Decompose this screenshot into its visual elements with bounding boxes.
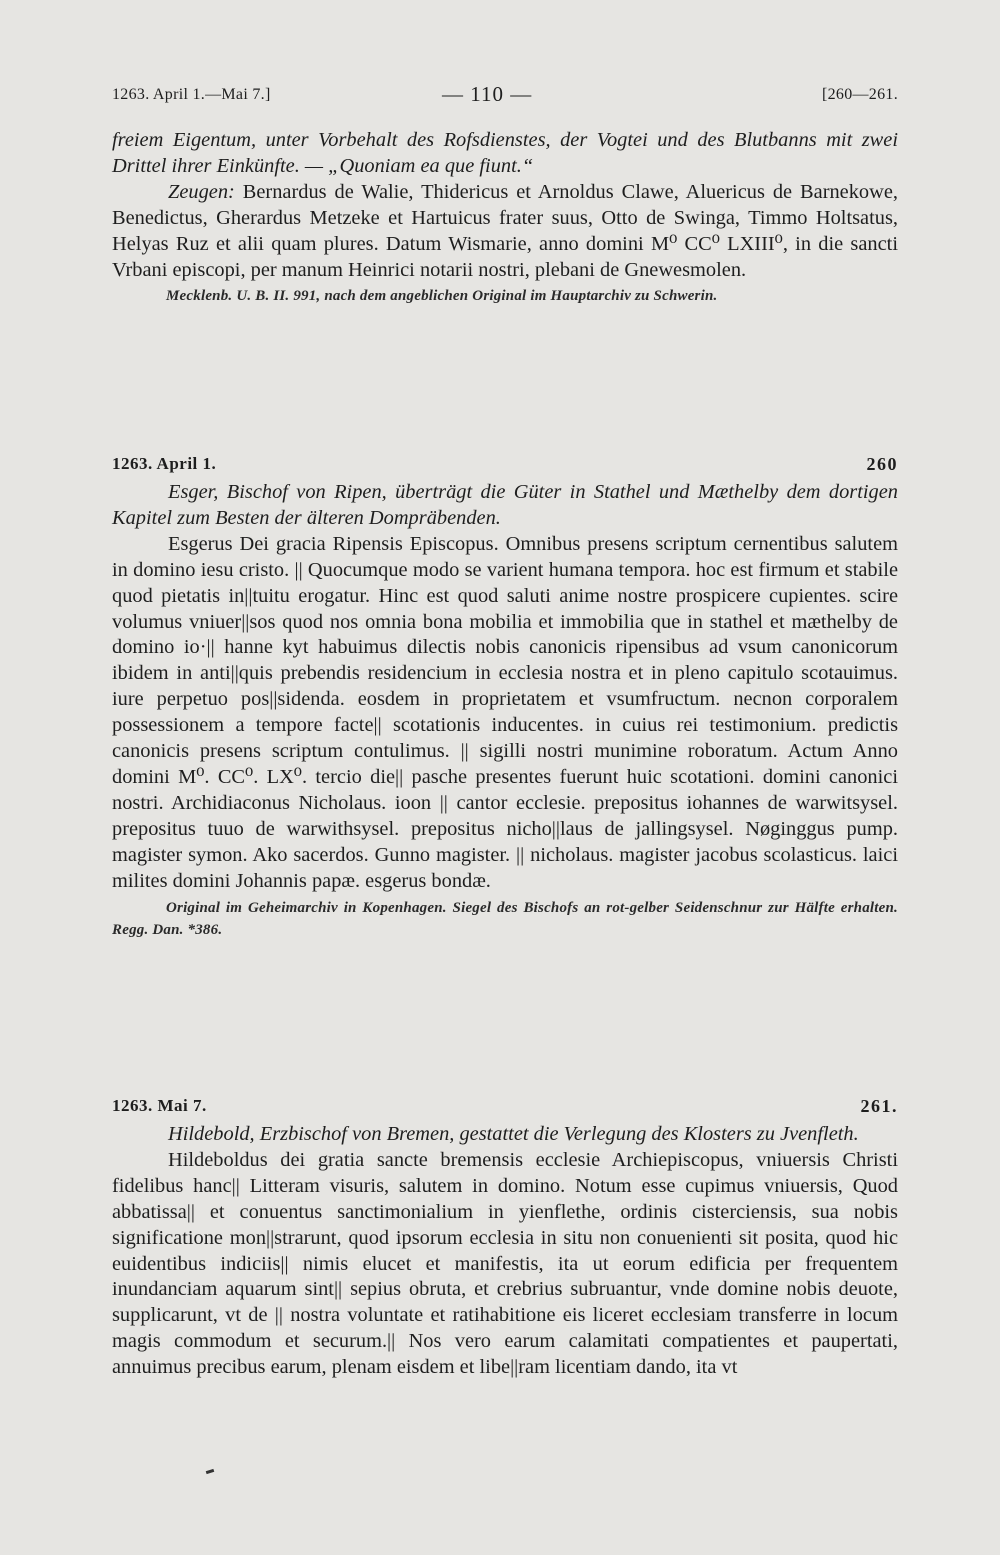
entry-header xyxy=(112,1096,898,1122)
charter-text: Esgerus Dei gracia Ripensis Episcopus. Omnibus presens scriptum cernentibus salutem in domino iesu cristo. || Quocumque modo se varient humana tempora. hoc est firmum et stabile quod pietatis in||tuitu erogatur. Hinc est quod saluti anime nostre prospicere cupientes. scire volumus vniuer||sos quod nos omnia bona mobilia et immobilia que in stathel et mæthelby de domino io·|| hanne kyt habuimus dilectis nobis canonicis ripensibus ad vsum canonicorum ibidem in anti||quis prebendis residencium in ecclesia nostra et in pleno capitulo scotauimus. iure perpetuo pos||sidenda. eosdem in proprietatem et vsumfructum. necnon corporalem possessionem a tempore facte|| scotationis inducentes. in cuius rei testimonium. predictis canonicis presens scriptum contulimus. || sigilli nostri munimine roboratum. Actum Anno domini M⁰. CC⁰. LX⁰. tercio die|| pasche presentes fuerunt huic scotationi. domini canonici nostri. Archidiaconus Nicholaus. ioon || cantor ecclesie. prepositus iohannes de warwitsysel. prepositus tuuo de warwithsysel. prepositus nicho||laus de jallingsysel. Nøginggus pump. magister symon. Ako sacerdos. Gunno magister. || nicholaus. magister jacobus scolasticus. laici milites domini Johannis papæ. esgerus bondæ. xyxy=(112,532,898,892)
entry-date: 1263. Mai 7. xyxy=(112,1096,207,1115)
entry-summary: Esger, Bischof von Ripen, überträgt die Güter in Stathel und Mæthelby dem dortigen Kapitel zum Besten der älteren Dompräbenden. xyxy=(112,481,898,529)
prior-entry xyxy=(112,128,898,307)
witness-list xyxy=(112,180,898,284)
ink-mark xyxy=(206,1469,215,1474)
entry-261 xyxy=(112,1096,898,1381)
entry-number: 261. xyxy=(860,1096,898,1116)
entry-header xyxy=(112,454,898,480)
entry-date: 1263. April 1. xyxy=(112,454,217,473)
prior-entry-summary-continuation: freiem Eigentum, unter Vorbehalt des Rofsdienstes, der Vogtei und des Blutbanns mit zwei Drittel ihrer Einkünfte. — „Quoniam ea que fiunt.“ xyxy=(112,129,898,177)
charter-text: Hildeboldus dei gratia sancte bremensis ecclesie Archiepiscopus, vniuersis Christi fidelibus hanc|| Litteram visuris, salutem in domino. Notum esse cupimus vniuersis, Quod abbatissa|| et conuentus sanctimonialium in yienflethe, ordinis cisterciensis, sua nobis significatione mon||strarunt, quod ipsorum ecclesia in situ non conuenienti sit posita, quod hic euidentibus indiciis|| nimis elucet et manifestis, ita ut eorum edificia per frequentem inundanciam aquarum sint|| sepius obruta, et crebrius subruantur, vnde domine nobis deuote, supplicarunt, vt de || nostra voluntate et ratihabitione eis liceret ecclesiam transferre in locum magis commodum et securum.|| Nos vero earum calamitati compatientes et paupertati, annuimus precibus earum, plenam eisdem et libe||ram licentiam dando, ita vt xyxy=(112,1148,898,1379)
entry-summary: Hildebold, Erzbischof von Bremen, gestattet die Verlegung des Klosters zu Jvenfleth. xyxy=(168,1123,859,1145)
running-head-entry-range: [260—261. xyxy=(821,86,898,103)
document-page xyxy=(112,82,898,1379)
page-number: — 110 — xyxy=(442,82,533,106)
entry-source-note: Original im Geheimarchiv in Kopenhagen. Siegel des Bischofs an rot-gelber Seidenschnur zur Hälfte erhalten. Regg. Dan. *386. xyxy=(112,899,898,938)
witnesses-label: Zeugen: xyxy=(168,180,235,203)
entry-number: 260 xyxy=(866,454,898,474)
witnesses-text: Bernardus de Walie, Thidericus et Arnoldus Clawe, Aluericus de Barnekowe, Benedictus, Gherardus Metzeke et Hartuicus frater suus, Otto de Swinga, Timmo Holtsatus, Helyas Ruz et alii quam plures. Datum Wismarie, anno domini M⁰ CC⁰ LXIII⁰, in die sancti Vrbani episcopi, per manum Heinrici notarii nostri, plebani de Gnewesmolen. xyxy=(112,180,898,281)
running-head xyxy=(112,82,898,112)
prior-entry-source-note: Mecklenb. U. B. II. 991, nach dem angeblichen Original im Hauptarchiv zu Schwerin. xyxy=(166,288,718,305)
running-head-date-range: 1263. April 1.—Mai 7.] xyxy=(112,86,271,103)
entry-260 xyxy=(112,454,898,941)
